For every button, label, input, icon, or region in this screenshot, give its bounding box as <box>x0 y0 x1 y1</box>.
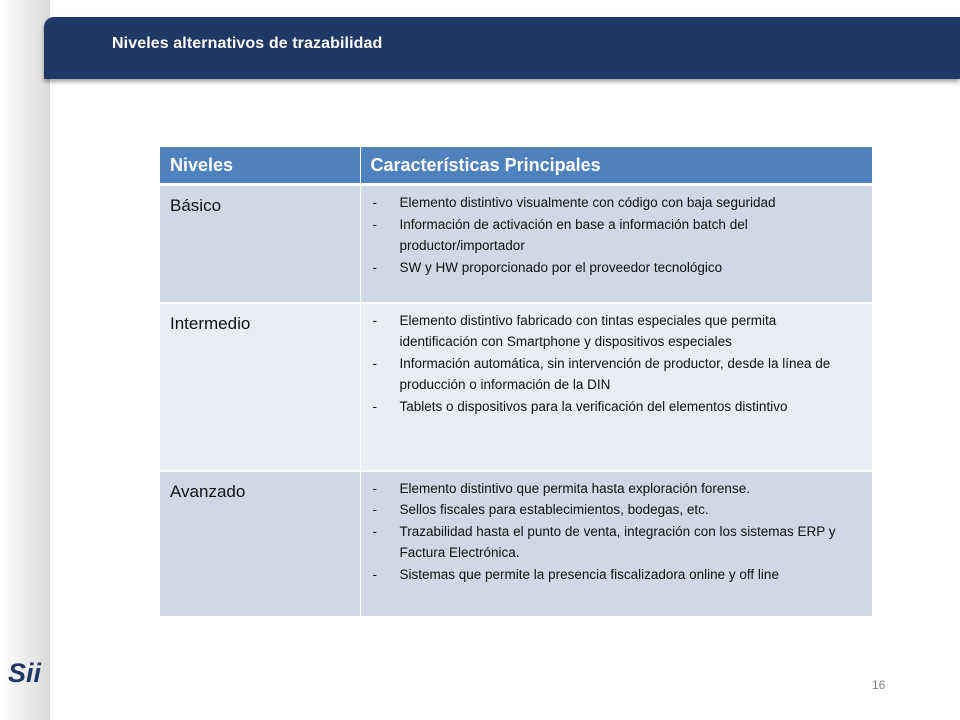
levels-table <box>160 147 872 618</box>
characteristics-cell <box>360 471 872 617</box>
page-number: 16 <box>872 678 886 692</box>
list-item: - Elemento distintivo fabricado con tintas especiales que permita identificación con Smartphone y dispositivos especiales <box>372 312 777 349</box>
characteristics-list <box>362 473 872 589</box>
sii-logo-mark <box>8 656 42 688</box>
level-cell: Básico <box>160 185 360 303</box>
list-item: - Elemento distintivo que permita hasta exploración forense. <box>372 480 750 496</box>
level-cell: Intermedio <box>160 303 360 471</box>
list-item: - Información de activación en base a información batch del productor/importador <box>372 216 748 253</box>
list-item: - SW y HW proporcionado por el proveedor tecnológico <box>372 259 723 275</box>
column-header-characteristics: Características Principales <box>360 147 872 185</box>
list-item: - Elemento distintivo visualmente con código con baja seguridad <box>372 195 776 210</box>
header-band <box>44 17 960 79</box>
list-item: - Información automática, sin intervención de productor, desde la línea de producción o información de la DIN <box>372 355 831 392</box>
list-item: - Tablets o dispositivos para la verificación del elementos distintivo <box>372 398 788 414</box>
list-item: - Trazabilidad hasta el punto de venta, integración con los sistemas ERP y Factura Electrónica. <box>372 523 836 560</box>
characteristics-cell <box>360 303 872 471</box>
characteristics-list <box>362 305 872 421</box>
characteristics-list <box>362 187 872 281</box>
sii-logo-text: Sii <box>8 658 42 688</box>
list-item: - Sistemas que permite la presencia fiscalizadora online y off line <box>372 566 779 582</box>
table-row <box>160 185 872 303</box>
sii-logo <box>8 656 42 693</box>
table-header-row <box>160 147 872 185</box>
characteristics-cell <box>360 185 872 303</box>
left-decorative-bar <box>0 0 50 720</box>
level-cell: Avanzado <box>160 471 360 617</box>
table-row <box>160 471 872 617</box>
column-header-levels: Niveles <box>160 147 360 185</box>
table-row <box>160 303 872 471</box>
slide-title: Niveles alternativos de trazabilidad <box>112 35 383 52</box>
list-item: - Sellos fiscales para establecimientos, bodegas, etc. <box>372 502 709 517</box>
